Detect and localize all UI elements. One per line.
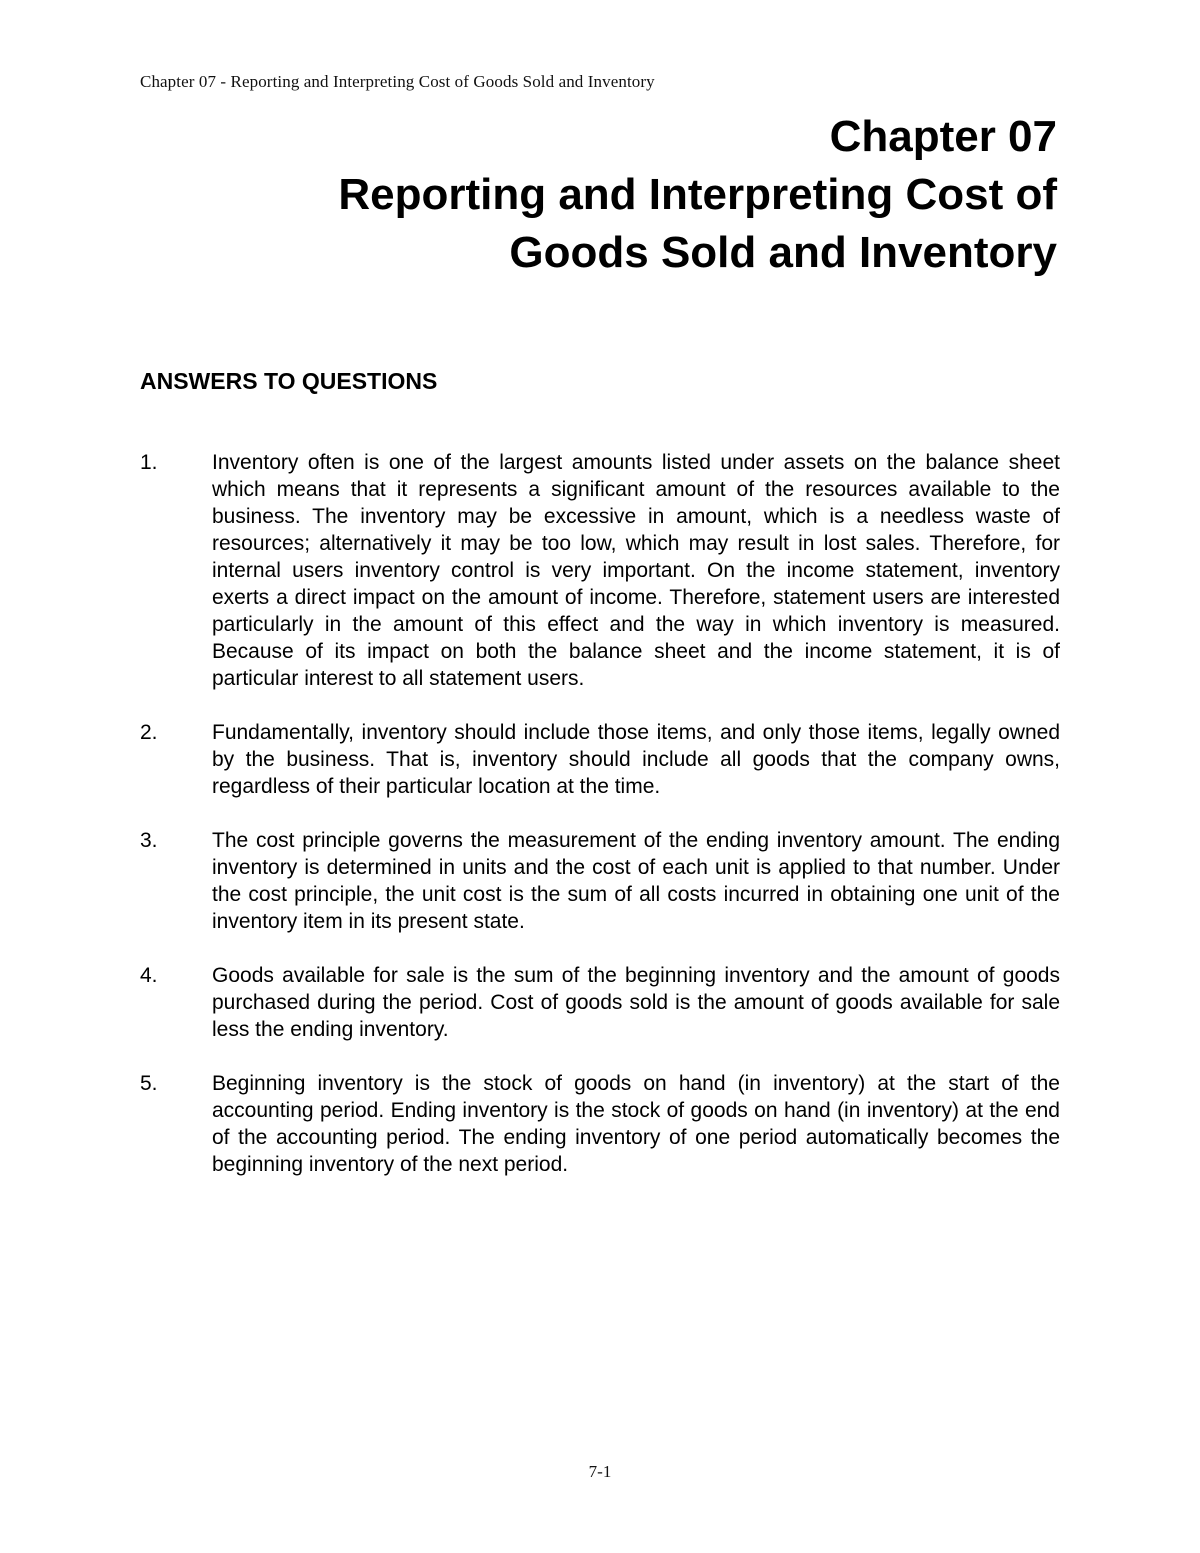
answer-item — [140, 1070, 1060, 1178]
answer-text: The cost principle governs the measurement of the ending inventory amount. The ending inventory is determined in units and the cost of each unit is applied to that number. Under the cost principle, the unit cost is the sum of all costs incurred in obtaining one unit of the inventory item in its present state. — [212, 829, 1060, 933]
page-number: 7-1 — [588, 1462, 612, 1481]
answer-item — [140, 962, 1060, 1043]
answer-text: Beginning inventory is the stock of goods on hand (in inventory) at the start of the accounting period. Ending inventory is the stock of goods on hand (in inventory) at the end of the accounting period. The ending inventory of one period automatically becomes the beginning inventory of the next period. — [212, 1072, 1060, 1176]
answer-number: 2. — [140, 721, 158, 744]
answer-number: 5. — [140, 1072, 158, 1095]
answer-item — [140, 827, 1060, 935]
answer-item — [140, 719, 1060, 800]
answer-text: Fundamentally, inventory should include those items, and only those items, legally owned by the business. That is, inventory should include all goods that the company owns, regardless of their particular location at the time. — [212, 721, 1060, 798]
chapter-title-line-1: Chapter 07 — [829, 112, 1057, 161]
answer-text: Inventory often is one of the largest amounts listed under assets on the balance sheet which means that it represents a significant amount of the resources available to the business. The inventory may be excessive in amount, which is a needless waste of resources; alternatively it may be too low, which may result in lost sales. Therefore, for internal users inventory control is very important. On the income statement, inventory exerts a direct impact on the amount of income. Therefore, statement users are interested particularly in the amount of this effect and the way in which inventory is measured. Because of its impact on both the balance sheet and the income statement, it is of particular interest to all statement users. — [212, 451, 1060, 690]
answer-item — [140, 449, 1060, 692]
chapter-title-line-2: Reporting and Interpreting Cost of — [338, 170, 1057, 219]
answer-text: Goods available for sale is the sum of the beginning inventory and the amount of goods purchased during the period. Cost of goods sold is the amount of goods available for sale less the ending inventory. — [212, 964, 1060, 1041]
answer-number: 4. — [140, 964, 158, 987]
chapter-title — [157, 108, 1057, 282]
answer-number: 1. — [140, 451, 158, 474]
answers-list — [140, 449, 1060, 1205]
running-header: Chapter 07 - Reporting and Interpreting Cost of Goods Sold and Inventory — [140, 72, 655, 91]
section-heading: ANSWERS TO QUESTIONS — [140, 368, 438, 394]
chapter-title-line-3: Goods Sold and Inventory — [509, 228, 1057, 277]
answer-number: 3. — [140, 829, 158, 852]
